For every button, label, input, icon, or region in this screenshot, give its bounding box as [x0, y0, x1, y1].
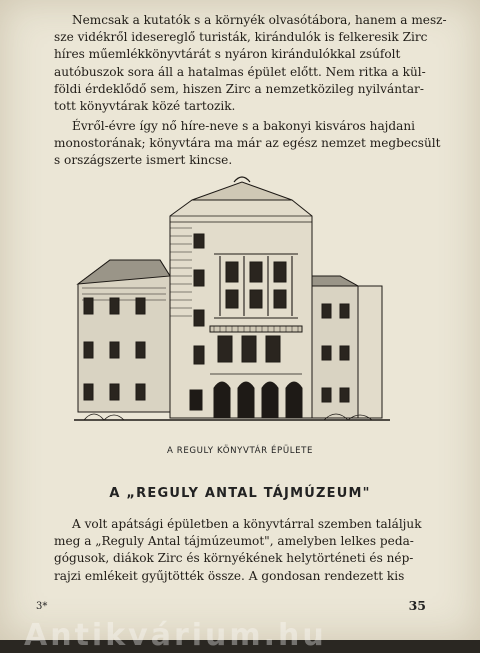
paragraph-museum — [54, 516, 428, 585]
paragraph-reputation — [54, 118, 441, 170]
text-line: meg a „Reguly Antal tájmúzeumot", amelyben lelkes peda- — [54, 534, 414, 549]
text-line: A volt apátsági épületben a könyvtárral szemben találjuk — [72, 517, 422, 531]
illustration-caption: A REGULY KÖNYVTÁR ÉPÜLETE — [166, 446, 314, 456]
text-line: gógusok, diákok Zirc és környékének helytörténeti és nép- — [54, 551, 414, 566]
text-line: Nemcsak a kutatók s a környék olvasótábora, hanem a mesz- — [72, 13, 447, 27]
text-line: monostorának; könyvtára ma már az egész nemzet megbecsült — [54, 136, 441, 151]
text-line: rajzi emlékeit gyűjtötték össze. A gondosan rendezett kis — [54, 568, 405, 583]
text-line: s országszerte ismert kincse. — [54, 153, 233, 168]
text-line: híres műemlékkönyvtárát s nyáron kirándulókkal zsúfolt — [54, 47, 401, 62]
signature-mark: 3* — [36, 601, 48, 612]
watermark: Antikvárium.hu — [24, 618, 327, 653]
text-line: sze vidékről idesereglő turisták, kirándulók is felkeresik Zirc — [54, 30, 428, 45]
section-heading: A „REGULY ANTAL TÁJMÚZEUM" — [109, 486, 371, 501]
text-line: földi érdeklődő sem, hiszen Zirc a nemzetközileg nyilvántar- — [54, 81, 424, 96]
paragraph-intro — [54, 12, 447, 115]
text-line: autóbuszok sora áll a hatalmas épület előtt. Nem ritka a kül- — [54, 64, 426, 79]
text-line: tott könyvtárak közé tartozik. — [54, 99, 236, 114]
text-line: Évről-évre így nő híre-neve s a bakonyi kisváros hajdani — [72, 119, 416, 133]
page-number: 35 — [408, 598, 426, 613]
library-building-illustration — [74, 176, 390, 444]
